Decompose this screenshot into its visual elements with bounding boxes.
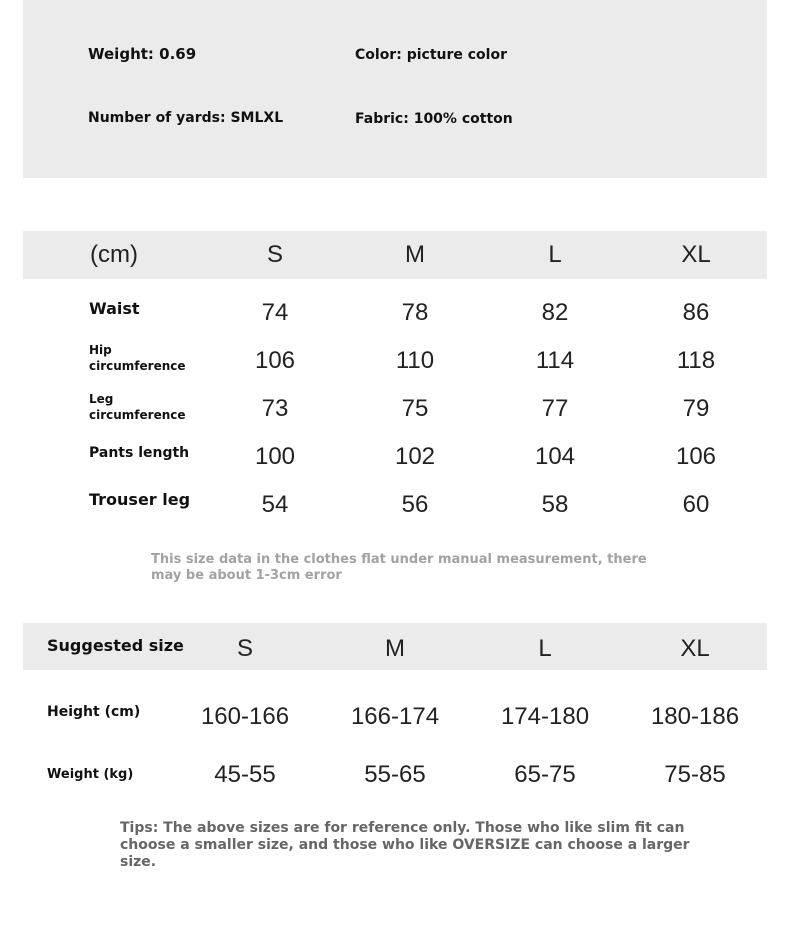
fabric-label: Fabric : xyxy=(355,111,414,127)
value-cell: 102 xyxy=(394,443,436,470)
size-header-s: S xyxy=(236,635,254,662)
suggested-size-table xyxy=(23,623,767,803)
fabric-info xyxy=(355,109,513,129)
value-cell: 114 xyxy=(535,347,575,374)
value-cell: 118 xyxy=(676,347,716,374)
table-row xyxy=(23,385,767,433)
suggested-size-header xyxy=(23,623,767,670)
table-row xyxy=(23,751,767,799)
value-cell: 77 xyxy=(541,395,569,422)
table-row xyxy=(23,693,767,741)
row-label-trouser-leg: Trouser leg xyxy=(89,490,191,509)
value-cell: 166-174 xyxy=(350,703,440,730)
size-header-m: M xyxy=(385,635,405,662)
row-label-pants-length: Pants length xyxy=(89,445,190,461)
value-cell: 73 xyxy=(261,395,289,422)
row-label-waist: Waist xyxy=(89,299,140,318)
size-header-xl: XL xyxy=(680,635,710,662)
value-cell: 110 xyxy=(395,347,435,374)
value-cell: 82 xyxy=(541,299,569,326)
value-cell: 78 xyxy=(401,299,429,326)
value-cell: 45-55 xyxy=(214,761,276,788)
value-cell: 106 xyxy=(675,443,717,470)
measurement-note: This size data in the clothes flat under manual measurement, there may be about 1-3cm error xyxy=(151,552,647,583)
table-row xyxy=(23,481,767,529)
value-cell: 79 xyxy=(682,395,710,422)
row-label-weight: Weight (kg) xyxy=(47,767,134,782)
size-header-m: M xyxy=(405,241,425,268)
color-label: Color : xyxy=(355,47,407,63)
value-cell: 65-75 xyxy=(514,761,576,788)
value-cell: 60 xyxy=(682,491,710,518)
row-label-hip: Hip circumference xyxy=(89,343,186,373)
value-cell: 104 xyxy=(534,443,576,470)
value-cell: 106 xyxy=(254,347,296,374)
value-cell: 75-85 xyxy=(664,761,726,788)
table-row xyxy=(23,337,767,385)
measurement-table-header xyxy=(23,231,767,279)
value-cell: 74 xyxy=(261,299,289,326)
color-value: picture color xyxy=(406,47,507,63)
product-info-panel xyxy=(23,0,767,178)
measurement-table xyxy=(23,231,767,531)
row-label-height: Height (cm) xyxy=(47,704,141,720)
value-cell: 58 xyxy=(541,491,569,518)
yards-value: SMLXL xyxy=(230,110,284,126)
size-header-l: L xyxy=(548,241,562,268)
yards-info xyxy=(88,108,283,128)
fabric-value: 100% cotton xyxy=(413,111,513,127)
weight-value: 0.69 xyxy=(159,45,197,63)
value-cell: 100 xyxy=(254,443,296,470)
unit-label: (cm) xyxy=(90,241,138,268)
table-row xyxy=(23,289,767,337)
yards-label: Number of yards : xyxy=(88,110,230,126)
suggested-size-title: Suggested size xyxy=(47,636,184,655)
row-label-leg: Leg circumference xyxy=(89,392,186,422)
value-cell: 180-186 xyxy=(650,703,740,730)
size-tips: Tips: The above sizes are for reference only. Those who like slim fit can choose a smaller size, and those who like OVERSIZE can choose a larger size. xyxy=(120,820,690,870)
size-header-xl: XL xyxy=(681,241,711,268)
weight-info xyxy=(88,44,196,64)
value-cell: 160-166 xyxy=(200,703,290,730)
color-info xyxy=(355,45,507,65)
value-cell: 55-65 xyxy=(364,761,426,788)
value-cell: 75 xyxy=(401,395,429,422)
weight-label: Weight : xyxy=(88,45,159,63)
value-cell: 174-180 xyxy=(500,703,590,730)
table-row xyxy=(23,433,767,481)
value-cell: 56 xyxy=(401,491,429,518)
value-cell: 86 xyxy=(682,299,710,326)
size-header-s: S xyxy=(266,241,284,268)
size-header-l: L xyxy=(538,635,552,662)
value-cell: 54 xyxy=(261,491,289,518)
